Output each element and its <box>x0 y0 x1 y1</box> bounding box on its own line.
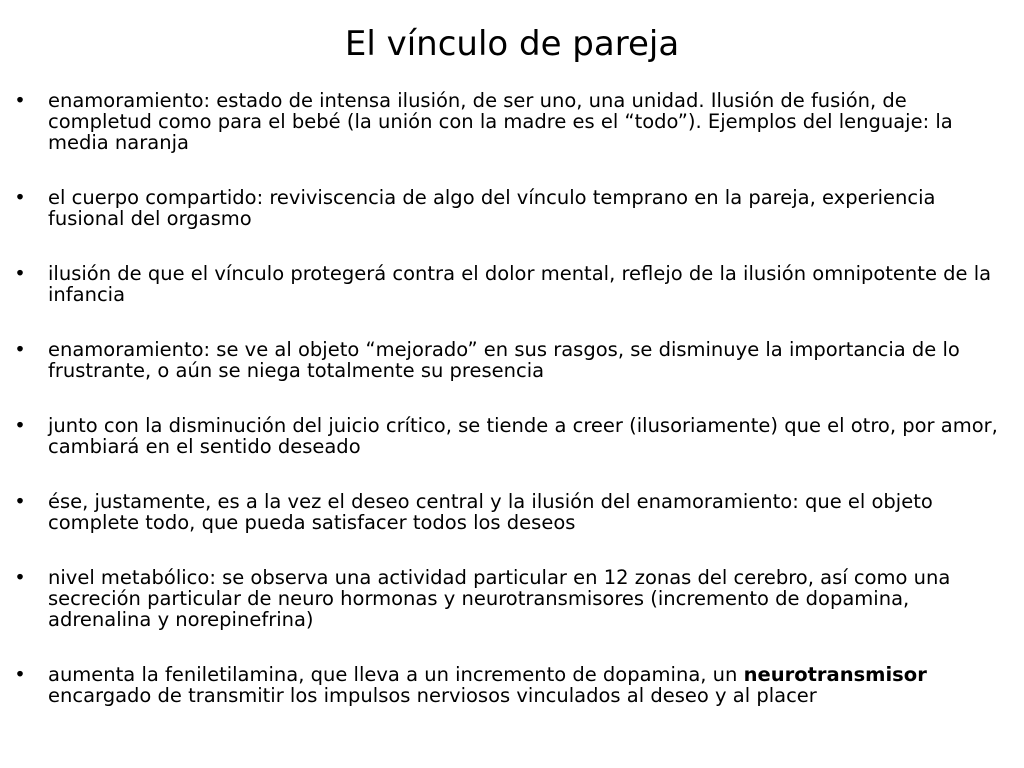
bullet-item <box>0 187 1024 229</box>
bullet-item <box>0 90 1024 153</box>
bullet-icon: • <box>14 663 26 686</box>
bullet-icon: • <box>14 186 26 209</box>
bullet-text-part: aumenta la feniletilamina, que lleva a un incremento de dopamina, un <box>48 663 744 686</box>
bullet-text-bold: neurotransmisor <box>743 663 927 686</box>
bullet-text: ése, justamente, es a la vez el deseo central y la ilusión del enamoramiento: que el objeto complete todo, que pueda satisfacer todos los deseos <box>48 490 933 534</box>
bullet-item <box>0 491 1024 533</box>
bullet-text: enamoramiento: se ve al objeto “mejorado” en sus rasgos, se disminuye la importancia de lo frustrante, o aún se niega totalmente su presencia <box>48 338 960 382</box>
slide-title: El vínculo de pareja <box>344 24 680 64</box>
bullet-text: enamoramiento: estado de intensa ilusión, de ser uno, una unidad. Ilusión de fusión, de completud como para el bebé (la unión con la madre es el “todo”). Ejemplos del lenguaje: la media naranja <box>48 89 953 154</box>
bullet-item <box>0 415 1024 457</box>
bullet-text: junto con la disminución del juicio crítico, se tiende a creer (ilusoriamente) que el otro, por amor, cambiará en el sentido deseado <box>48 414 998 458</box>
bullet-icon: • <box>14 89 26 112</box>
bullet-item <box>0 339 1024 381</box>
bullet-icon: • <box>14 338 26 361</box>
bullet-list <box>0 90 1024 706</box>
bullet-text <box>48 664 1010 706</box>
bullet-text: ilusión de que el vínculo protegerá contra el dolor mental, reflejo de la ilusión omnipotente de la infancia <box>48 262 992 306</box>
bullet-text: el cuerpo compartido: reviviscencia de algo del vínculo temprano en la pareja, experiencia fusional del orgasmo <box>48 186 936 230</box>
bullet-item <box>0 664 1024 706</box>
bullet-text-part: encargado de transmitir los impulsos nerviosos vinculados al deseo y al placer <box>48 684 817 707</box>
bullet-item <box>0 567 1024 630</box>
bullet-icon: • <box>14 414 26 437</box>
bullet-text: nivel metabólico: se observa una actividad particular en 12 zonas del cerebro, así como una secreción particular de neuro hormonas y neurotransmisores (incremento de dopamina, adrenalina y norepinefrina) <box>48 566 951 631</box>
bullet-icon: • <box>14 566 26 589</box>
bullet-icon: • <box>14 490 26 513</box>
bullet-icon: • <box>14 262 26 285</box>
bullet-item <box>0 263 1024 305</box>
